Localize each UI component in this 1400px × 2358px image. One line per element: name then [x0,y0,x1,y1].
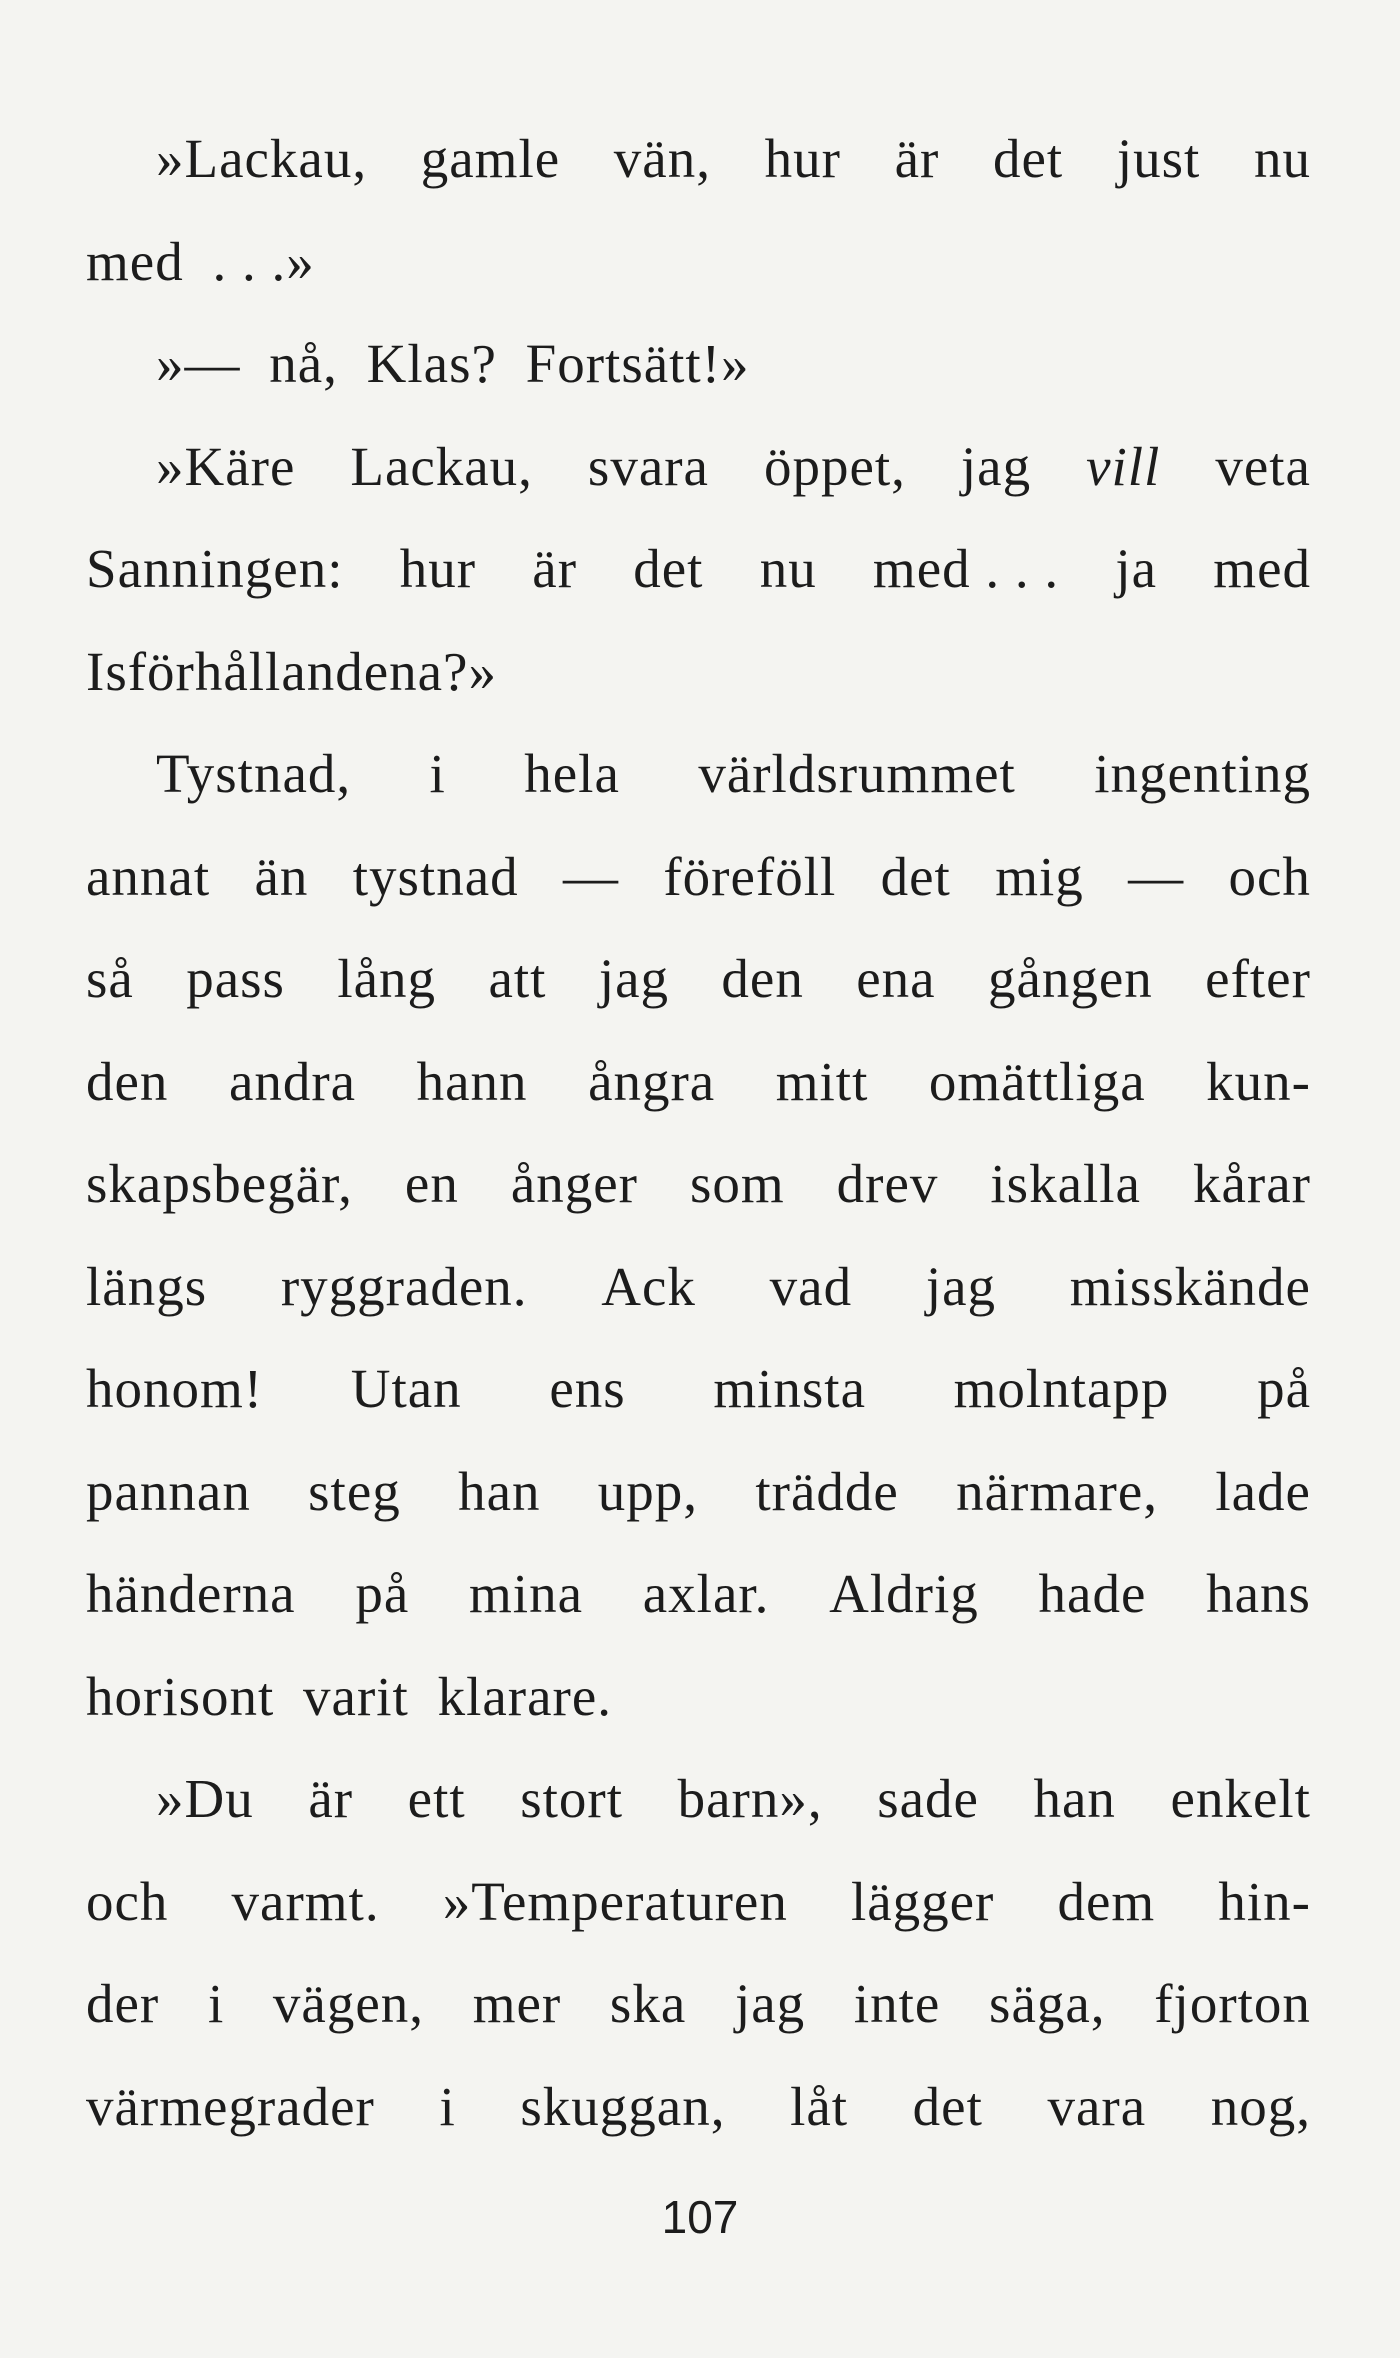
text-word: lägger [850,1870,995,1932]
text-word: jag [960,435,1032,497]
text-word: nu [759,538,817,599]
text-line [86,621,1311,724]
text-word: vill [1086,435,1161,497]
text-word: ja [1115,538,1158,599]
text-word: kun- [1206,1050,1311,1112]
text-word: föreföll [663,845,837,907]
text-word: pannan [86,1460,251,1522]
text-word: Isförhållandena?» [86,640,497,702]
text-word: med [1213,538,1311,599]
text-word: Klas? [366,333,497,394]
text-word: annat [86,845,211,907]
text-word: skapsbegär, [86,1153,353,1214]
text-word: med . . . [872,538,1060,599]
text-word: sade [877,1768,979,1829]
text-word: är [894,128,940,189]
text-word: fjorton [1154,1973,1311,2034]
text-word: gamle [420,128,561,189]
text-word: drev [836,1153,939,1214]
text-word: varit [303,1665,409,1727]
text-word: och [1228,845,1311,907]
text-word: ingenting [1094,743,1311,804]
text-word: iskalla [990,1153,1141,1214]
text-word: ryggraden. [280,1255,528,1317]
text-word: gången [987,948,1153,1009]
text-word: lång [337,948,437,1009]
text-word: axlar. [642,1563,770,1624]
text-word: veta [1215,435,1311,497]
text-line [86,1133,1311,1236]
text-word: misskände [1069,1255,1311,1317]
text-line [86,1236,1311,1339]
text-word: hans [1206,1563,1311,1624]
text-word: är [532,538,578,599]
text-word: nå, [269,333,338,394]
text-word: än [254,845,309,907]
text-word: lade [1215,1460,1311,1522]
text-word: jag [734,1973,806,2034]
text-word: mig [995,845,1084,907]
text-word: låt [790,2075,849,2137]
text-word: värmegrader [86,2075,375,2137]
text-word: »Lackau, [156,128,368,189]
text-word: mina [469,1563,583,1624]
text-word: världsrummet [698,743,1016,804]
text-word: Aldrig [829,1563,979,1624]
text-word: det [880,845,951,907]
text-line [86,1953,1311,2056]
text-word: molntapp [953,1358,1170,1419]
text-word: jag [598,948,670,1009]
text-word: der [86,1973,160,2034]
text-word: honom! [86,1358,264,1419]
text-word: längs [86,1255,208,1317]
text-word: som [689,1153,785,1214]
text-word: enkelt [1170,1768,1311,1829]
text-line [86,108,1311,211]
text-word: — [1128,845,1185,907]
text-word: just [1116,128,1201,189]
text-word: »— [156,333,241,394]
text-word: ett [407,1768,466,1829]
text-word: varmt. [231,1870,380,1932]
text-line [86,1646,1311,1749]
text-line [86,1441,1311,1544]
text-word: mitt [775,1050,869,1112]
text-word: säga, [989,1973,1106,2034]
text-line [86,518,1311,621]
text-word: . . .» [212,230,315,292]
text-line [86,211,1311,314]
text-word: jag [925,1255,997,1317]
text-word: i [207,1973,225,2034]
text-word: nog, [1210,2075,1311,2137]
text-line [86,1543,1311,1646]
text-word: vän, [613,128,711,189]
text-word: hela [524,743,620,804]
text-line [86,928,1311,1031]
page-number: 107 [661,2191,739,2243]
text-word: kårar [1192,1153,1311,1214]
text-word: det [993,128,1064,189]
text-word: på [1257,1358,1311,1419]
text-word: »Käre [156,435,296,497]
text-word: vad [769,1255,853,1317]
text-word: dem [1057,1870,1156,1932]
text-word: nu [1253,128,1311,189]
text-line [86,1338,1311,1441]
text-word: på [355,1563,410,1624]
text-word: Utan [350,1358,462,1419]
text-word: upp, [597,1460,699,1522]
text-word: ens [549,1358,626,1419]
text-word: ena [856,948,936,1009]
text-word: inte [853,1973,941,2034]
text-word: öppet, [763,435,906,497]
text-word: — [563,845,619,907]
text-word: omättliga [928,1050,1146,1112]
text-line [86,1748,1311,1851]
text-word: tystnad [352,845,519,907]
text-word: »Du [156,1768,254,1829]
body-text [86,108,1311,2158]
text-word: han [458,1460,541,1522]
text-word: hur [399,538,477,599]
text-line [86,313,1311,416]
text-word: ska [609,1973,687,2034]
text-word: det [912,2075,983,2137]
text-word: är [308,1768,354,1829]
text-word: skuggan, [520,2075,726,2137]
text-word: stort [520,1768,624,1829]
text-word: hade [1038,1563,1147,1624]
text-word: Ack [601,1255,696,1317]
text-word: en [404,1153,459,1214]
text-word: horisont [86,1665,275,1727]
text-word: Tystnad, [156,743,352,804]
text-word: Sanningen: [86,538,344,599]
text-word: pass [186,948,285,1009]
text-word: vara [1047,2075,1147,2137]
text-word: den [721,948,804,1009]
text-word: efter [1205,948,1311,1009]
text-word: i [439,2075,456,2137]
text-word: det [633,538,704,599]
text-word: hann [416,1050,528,1112]
text-word: ångra [588,1050,716,1112]
text-line [86,723,1311,826]
text-line [86,1851,1311,1954]
text-word: och [86,1870,169,1932]
text-word: vägen, [272,1973,424,2034]
text-word: med [86,230,184,292]
text-word: Fortsätt!» [525,333,750,394]
text-word: den [86,1050,169,1112]
text-word: steg [308,1460,401,1522]
text-word: trädde [755,1460,899,1522]
text-word: att [488,948,547,1009]
text-word: »Temperaturen [442,1870,788,1932]
text-word: han [1033,1768,1116,1829]
text-word: händerna [86,1563,296,1624]
text-word: hin- [1218,1870,1311,1932]
text-line [86,416,1311,519]
text-word: andra [228,1050,357,1112]
text-word: närmare, [956,1460,1158,1522]
text-word: mer [472,1973,562,2034]
text-word: minsta [713,1358,866,1419]
text-word: svara [587,435,709,497]
text-line [86,826,1311,929]
text-line [86,2056,1311,2159]
text-word: ånger [510,1153,638,1214]
text-word: hur [764,128,841,189]
text-word: i [429,743,446,804]
text-word: Lackau, [350,435,533,497]
text-line [86,1031,1311,1134]
text-word: barn», [677,1768,823,1829]
text-word: så [86,948,134,1009]
text-word: klarare. [437,1665,612,1727]
